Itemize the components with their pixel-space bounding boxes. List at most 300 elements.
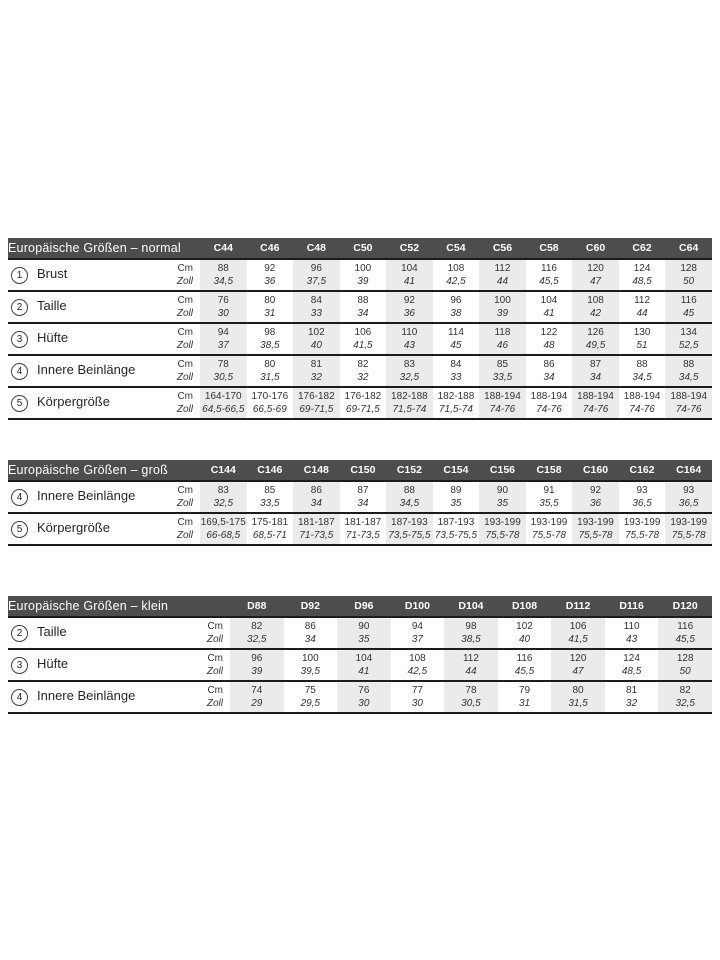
row-label-cell xyxy=(8,681,180,713)
size-value-cell xyxy=(605,649,659,681)
size-table-klein xyxy=(8,596,712,714)
size-value-cell xyxy=(386,355,433,387)
size-value-cell xyxy=(551,649,605,681)
cm-value: 188-194 xyxy=(623,391,661,402)
size-value-cell xyxy=(386,387,433,419)
zoll-value: 36,5 xyxy=(678,498,699,509)
zoll-value: 32,5 xyxy=(213,498,234,509)
cm-value: 122 xyxy=(540,327,558,338)
row-label-cell xyxy=(8,355,156,387)
cm-value: 85 xyxy=(264,485,276,496)
size-value-cell xyxy=(340,291,387,323)
zoll-value: 31 xyxy=(264,308,276,319)
zoll-value: 34,5 xyxy=(399,498,420,509)
column-header: D120 xyxy=(658,596,712,617)
zoll-value: 35 xyxy=(358,634,370,645)
zoll-value: 34 xyxy=(589,372,602,383)
zoll-value: 42,5 xyxy=(407,666,428,677)
size-value-cell xyxy=(284,681,338,713)
cm-value: 102 xyxy=(516,621,533,632)
size-value-cell xyxy=(619,291,666,323)
zoll-value: 32 xyxy=(626,698,638,709)
column-header: D116 xyxy=(605,596,659,617)
zoll-value: 34 xyxy=(357,498,369,509)
size-value-cell xyxy=(526,387,573,419)
zoll-value: 47 xyxy=(572,666,584,677)
column-header: C58 xyxy=(526,238,573,259)
zoll-value: 41,5 xyxy=(568,634,588,645)
size-value-cell xyxy=(247,291,294,323)
cm-value: 88 xyxy=(403,485,415,496)
size-value-cell xyxy=(665,355,712,387)
zoll-value: 39 xyxy=(251,666,263,677)
cm-value: 82 xyxy=(357,359,369,370)
unit-cell xyxy=(156,259,200,291)
size-value-cell xyxy=(605,681,659,713)
unit-label-zoll: Zoll xyxy=(176,530,194,541)
cm-value: 77 xyxy=(411,685,423,696)
zoll-value: 37,5 xyxy=(306,276,327,287)
zoll-value: 31 xyxy=(518,698,531,709)
zoll-value: 75,5-78 xyxy=(671,530,706,541)
size-value-cell xyxy=(386,291,433,323)
size-value-cell xyxy=(572,481,619,513)
column-header: C158 xyxy=(526,460,573,481)
row-label-cell xyxy=(8,259,156,291)
cm-value: 169,5-175 xyxy=(200,517,246,528)
row-number-badge: 2 xyxy=(11,625,28,642)
cm-value: 176-182 xyxy=(297,391,335,402)
size-value-cell xyxy=(337,681,391,713)
cm-value: 114 xyxy=(447,327,464,338)
zoll-value: 42,5 xyxy=(446,276,466,287)
cm-value: 108 xyxy=(447,263,465,274)
cm-value: 112 xyxy=(462,653,479,664)
size-value-cell xyxy=(284,617,338,649)
cm-value: 100 xyxy=(494,295,511,306)
row-label-cell xyxy=(8,291,156,323)
zoll-value: 71-73,5 xyxy=(299,530,334,541)
size-value-cell xyxy=(605,617,659,649)
cm-value: 104 xyxy=(540,295,558,306)
row-label-cell xyxy=(8,481,156,513)
row-number-badge: 3 xyxy=(11,331,28,348)
cm-value: 83 xyxy=(217,485,229,496)
unit-label-cm: Cm xyxy=(177,295,194,306)
zoll-value: 38,5 xyxy=(260,340,280,351)
size-value-cell xyxy=(479,513,526,545)
size-value-cell xyxy=(444,617,498,649)
zoll-value: 50 xyxy=(683,276,695,287)
size-value-cell xyxy=(572,323,619,355)
cm-value: 84 xyxy=(310,295,322,306)
zoll-value: 47 xyxy=(589,276,602,287)
size-value-cell xyxy=(526,481,573,513)
size-value-cell xyxy=(665,259,712,291)
row-number-badge: 3 xyxy=(11,657,28,674)
size-value-cell xyxy=(433,355,480,387)
row-label-cell xyxy=(8,617,180,649)
cm-value: 116 xyxy=(677,621,694,632)
size-value-cell xyxy=(293,323,340,355)
zoll-value: 38,5 xyxy=(461,634,481,645)
row-label-cell xyxy=(8,513,156,545)
cm-value: 94 xyxy=(411,621,423,632)
zoll-value: 71,5-74 xyxy=(392,404,427,415)
row-number-badge: 1 xyxy=(11,267,28,284)
zoll-value: 36 xyxy=(589,498,602,509)
cm-value: 188-194 xyxy=(670,391,708,402)
size-value-cell xyxy=(230,681,284,713)
size-value-cell xyxy=(526,355,573,387)
unit-cell xyxy=(180,649,230,681)
cm-value: 81 xyxy=(626,685,638,696)
column-header: C48 xyxy=(293,238,340,259)
cm-value: 90 xyxy=(358,621,370,632)
zoll-value: 41,5 xyxy=(353,340,373,351)
size-value-cell xyxy=(200,259,247,291)
unit-label-zoll: Zoll xyxy=(176,308,194,319)
zoll-value: 33,5 xyxy=(492,372,513,383)
zoll-value: 74-76 xyxy=(675,404,702,415)
size-value-cell xyxy=(572,387,619,419)
cm-value: 181-187 xyxy=(297,517,335,528)
zoll-value: 43 xyxy=(403,340,415,351)
zoll-value: 30,5 xyxy=(213,372,234,383)
row-number-badge: 4 xyxy=(11,489,28,506)
size-value-cell xyxy=(551,617,605,649)
zoll-value: 45,5 xyxy=(539,276,559,287)
table-row xyxy=(8,355,712,387)
row-number-badge: 2 xyxy=(11,299,28,316)
table-row xyxy=(8,513,712,545)
cm-value: 112 xyxy=(494,263,511,274)
zoll-value: 75,5-78 xyxy=(485,530,520,541)
zoll-value: 52,5 xyxy=(678,340,699,351)
cm-value: 187-193 xyxy=(391,517,428,528)
size-value-cell xyxy=(340,481,387,513)
column-header: D88 xyxy=(230,596,284,617)
size-value-cell xyxy=(340,387,387,419)
cm-value: 188-194 xyxy=(484,391,521,402)
cm-value: 87 xyxy=(589,359,602,370)
row-label: Brust xyxy=(37,265,68,281)
zoll-value: 49,5 xyxy=(585,340,606,351)
zoll-value: 30,5 xyxy=(461,698,481,709)
cm-value: 193-199 xyxy=(577,517,614,528)
cm-value: 80 xyxy=(572,685,584,696)
zoll-value: 66,5-69 xyxy=(252,404,287,415)
cm-value: 175-181 xyxy=(251,517,289,528)
unit-label-cm: Cm xyxy=(177,263,194,274)
row-number-badge: 4 xyxy=(11,363,28,380)
cm-value: 188-194 xyxy=(530,391,568,402)
cm-value: 88 xyxy=(357,295,369,306)
zoll-value: 74-76 xyxy=(489,404,516,415)
size-value-cell xyxy=(433,513,480,545)
size-value-cell xyxy=(200,513,247,545)
zoll-value: 30 xyxy=(217,308,229,319)
unit-label-zoll: Zoll xyxy=(176,276,194,287)
cm-value: 193-199 xyxy=(484,517,521,528)
row-label: Taille xyxy=(37,297,67,313)
size-value-cell xyxy=(619,355,666,387)
unit-cell xyxy=(156,387,200,419)
zoll-value: 75,5-78 xyxy=(532,530,566,541)
unit-cell xyxy=(156,513,200,545)
cm-value: 187-193 xyxy=(437,517,475,528)
zoll-value: 71,5-74 xyxy=(438,404,473,415)
zoll-value: 41 xyxy=(403,276,415,287)
zoll-value: 64,5-66,5 xyxy=(202,404,245,415)
cm-value: 82 xyxy=(679,685,691,696)
row-label-cell xyxy=(8,649,180,681)
cm-value: 80 xyxy=(264,295,276,306)
unit-label-zoll: Zoll xyxy=(206,698,223,709)
cm-value: 102 xyxy=(308,327,325,338)
table-header-row xyxy=(8,596,712,617)
zoll-value: 40 xyxy=(310,340,322,351)
table-title: Europäische Größen – groß xyxy=(8,460,200,481)
cm-value: 100 xyxy=(301,653,319,664)
size-value-cell xyxy=(551,681,605,713)
zoll-value: 34,5 xyxy=(213,276,234,287)
zoll-value: 35 xyxy=(496,498,509,509)
zoll-value: 75,5-78 xyxy=(625,530,660,541)
size-value-cell xyxy=(340,355,387,387)
size-value-cell xyxy=(619,513,666,545)
cm-value: 76 xyxy=(217,295,229,306)
cm-value: 94 xyxy=(217,327,229,338)
unit-label-zoll: Zoll xyxy=(176,340,194,351)
zoll-value: 45 xyxy=(450,340,462,351)
zoll-value: 45,5 xyxy=(514,666,535,677)
cm-value: 86 xyxy=(543,359,555,370)
cm-value: 96 xyxy=(310,263,322,274)
unit-label-zoll: Zoll xyxy=(206,634,223,645)
size-value-cell xyxy=(665,481,712,513)
zoll-value: 36,5 xyxy=(632,498,652,509)
cm-value: 80 xyxy=(264,359,276,370)
size-value-cell xyxy=(293,355,340,387)
cm-value: 81 xyxy=(310,359,322,370)
size-value-cell xyxy=(386,513,433,545)
row-number-badge: 5 xyxy=(11,395,28,412)
row-number-badge: 4 xyxy=(11,689,28,706)
column-header: D108 xyxy=(498,596,552,617)
cm-value: 92 xyxy=(403,295,415,306)
size-value-cell xyxy=(247,513,294,545)
column-header: C156 xyxy=(479,460,526,481)
cm-value: 193-199 xyxy=(623,517,661,528)
size-value-cell xyxy=(247,355,294,387)
size-value-cell xyxy=(230,617,284,649)
column-header: D104 xyxy=(444,596,498,617)
cm-value: 106 xyxy=(569,621,587,632)
unit-cell xyxy=(156,481,200,513)
zoll-value: 35,5 xyxy=(539,498,559,509)
cm-value: 116 xyxy=(516,653,533,664)
table-row xyxy=(8,617,712,649)
zoll-value: 29,5 xyxy=(300,698,321,709)
size-value-cell xyxy=(230,649,284,681)
size-value-cell xyxy=(433,323,480,355)
cm-value: 82 xyxy=(251,621,263,632)
zoll-value: 34,5 xyxy=(632,372,652,383)
row-label: Hüfte xyxy=(37,329,69,345)
column-header: C52 xyxy=(386,238,433,259)
size-value-cell xyxy=(200,323,247,355)
cm-value: 110 xyxy=(401,327,418,338)
unit-label-cm: Cm xyxy=(177,517,194,528)
zoll-value: 69-71,5 xyxy=(299,404,334,415)
size-value-cell xyxy=(391,617,445,649)
cm-value: 116 xyxy=(680,295,697,306)
zoll-value: 29 xyxy=(251,698,263,709)
size-value-cell xyxy=(479,291,526,323)
cm-value: 110 xyxy=(623,621,640,632)
column-header: D100 xyxy=(391,596,445,617)
column-header: C54 xyxy=(433,238,480,259)
cm-value: 92 xyxy=(589,485,602,496)
size-value-cell xyxy=(293,291,340,323)
zoll-value: 40 xyxy=(518,634,531,645)
row-label: Innere Beinlänge xyxy=(37,687,136,703)
column-header: C162 xyxy=(619,460,666,481)
cm-value: 93 xyxy=(636,485,648,496)
cm-value: 128 xyxy=(676,653,694,664)
column-header: C56 xyxy=(479,238,526,259)
row-label: Innere Beinlänge xyxy=(37,361,136,377)
column-header: C60 xyxy=(572,238,619,259)
zoll-value: 44 xyxy=(636,308,648,319)
zoll-value: 32 xyxy=(310,372,322,383)
size-value-cell xyxy=(619,387,666,419)
size-value-cell xyxy=(572,513,619,545)
cm-value: 98 xyxy=(465,621,477,632)
zoll-value: 51 xyxy=(636,340,648,351)
column-header: C144 xyxy=(200,460,247,481)
size-value-cell xyxy=(293,513,340,545)
unit-cell xyxy=(156,291,200,323)
column-header: C150 xyxy=(340,460,387,481)
cm-value: 96 xyxy=(251,653,263,664)
cm-value: 96 xyxy=(450,295,462,306)
size-value-cell xyxy=(293,481,340,513)
zoll-value: 48,5 xyxy=(632,276,652,287)
cm-value: 193-199 xyxy=(670,517,708,528)
table-row xyxy=(8,481,712,513)
unit-label-zoll: Zoll xyxy=(176,372,194,383)
size-value-cell xyxy=(665,513,712,545)
table-row xyxy=(8,259,712,291)
zoll-value: 75,5-78 xyxy=(578,530,613,541)
cm-value: 120 xyxy=(569,653,587,664)
zoll-value: 34 xyxy=(310,498,322,509)
size-value-cell xyxy=(386,323,433,355)
size-value-cell xyxy=(200,481,247,513)
table-title: Europäische Größen – klein xyxy=(8,596,230,617)
size-value-cell xyxy=(337,649,391,681)
cm-value: 104 xyxy=(355,653,373,664)
cm-value: 74 xyxy=(251,685,263,696)
zoll-value: 48,5 xyxy=(621,666,642,677)
column-header: C146 xyxy=(247,460,294,481)
size-value-cell xyxy=(619,259,666,291)
cm-value: 124 xyxy=(623,653,640,664)
zoll-value: 37 xyxy=(217,340,229,351)
size-value-cell xyxy=(479,259,526,291)
size-value-cell xyxy=(200,291,247,323)
cm-value: 78 xyxy=(217,359,229,370)
zoll-value: 73,5-75,5 xyxy=(388,530,431,541)
zoll-value: 45 xyxy=(683,308,695,319)
size-value-cell xyxy=(498,649,552,681)
unit-cell xyxy=(180,681,230,713)
zoll-value: 34 xyxy=(357,308,369,319)
zoll-value: 48 xyxy=(543,340,555,351)
size-value-cell xyxy=(340,323,387,355)
column-header: C46 xyxy=(247,238,294,259)
size-value-cell xyxy=(479,323,526,355)
size-value-cell xyxy=(619,481,666,513)
zoll-value: 74-76 xyxy=(629,404,655,415)
table-row xyxy=(8,387,712,419)
cm-value: 176-182 xyxy=(344,391,382,402)
cm-value: 75 xyxy=(304,685,316,696)
table-title: Europäische Größen – normal xyxy=(8,238,200,259)
zoll-value: 45,5 xyxy=(675,634,695,645)
cm-value: 182-188 xyxy=(437,391,475,402)
unit-cell xyxy=(156,355,200,387)
cm-value: 188-194 xyxy=(577,391,614,402)
table-row xyxy=(8,681,712,713)
cm-value: 92 xyxy=(264,263,276,274)
cm-value: 130 xyxy=(633,327,651,338)
size-value-cell xyxy=(391,649,445,681)
zoll-value: 50 xyxy=(679,666,691,677)
cm-value: 126 xyxy=(587,327,604,338)
zoll-value: 34,5 xyxy=(678,372,699,383)
size-value-cell xyxy=(665,291,712,323)
size-value-cell xyxy=(293,259,340,291)
unit-label-cm: Cm xyxy=(177,485,194,496)
size-value-cell xyxy=(658,617,712,649)
zoll-value: 32,5 xyxy=(399,372,420,383)
size-value-cell xyxy=(391,681,445,713)
zoll-value: 68,5-71 xyxy=(252,530,287,541)
size-value-cell xyxy=(247,323,294,355)
row-number-badge: 5 xyxy=(11,521,28,538)
column-header: C62 xyxy=(619,238,666,259)
zoll-value: 46 xyxy=(496,340,509,351)
zoll-value: 32,5 xyxy=(247,634,267,645)
size-value-cell xyxy=(572,291,619,323)
zoll-value: 43 xyxy=(626,634,638,645)
zoll-value: 30 xyxy=(411,698,423,709)
size-value-cell xyxy=(433,291,480,323)
unit-label-cm: Cm xyxy=(207,621,223,632)
zoll-value: 66-68,5 xyxy=(206,530,241,541)
cm-value: 93 xyxy=(683,485,695,496)
cm-value: 91 xyxy=(543,485,555,496)
table-row xyxy=(8,649,712,681)
zoll-value: 44 xyxy=(496,276,509,287)
cm-value: 98 xyxy=(264,327,276,338)
column-header: C160 xyxy=(572,460,619,481)
row-label: Innere Beinlänge xyxy=(37,487,136,503)
size-value-cell xyxy=(665,323,712,355)
